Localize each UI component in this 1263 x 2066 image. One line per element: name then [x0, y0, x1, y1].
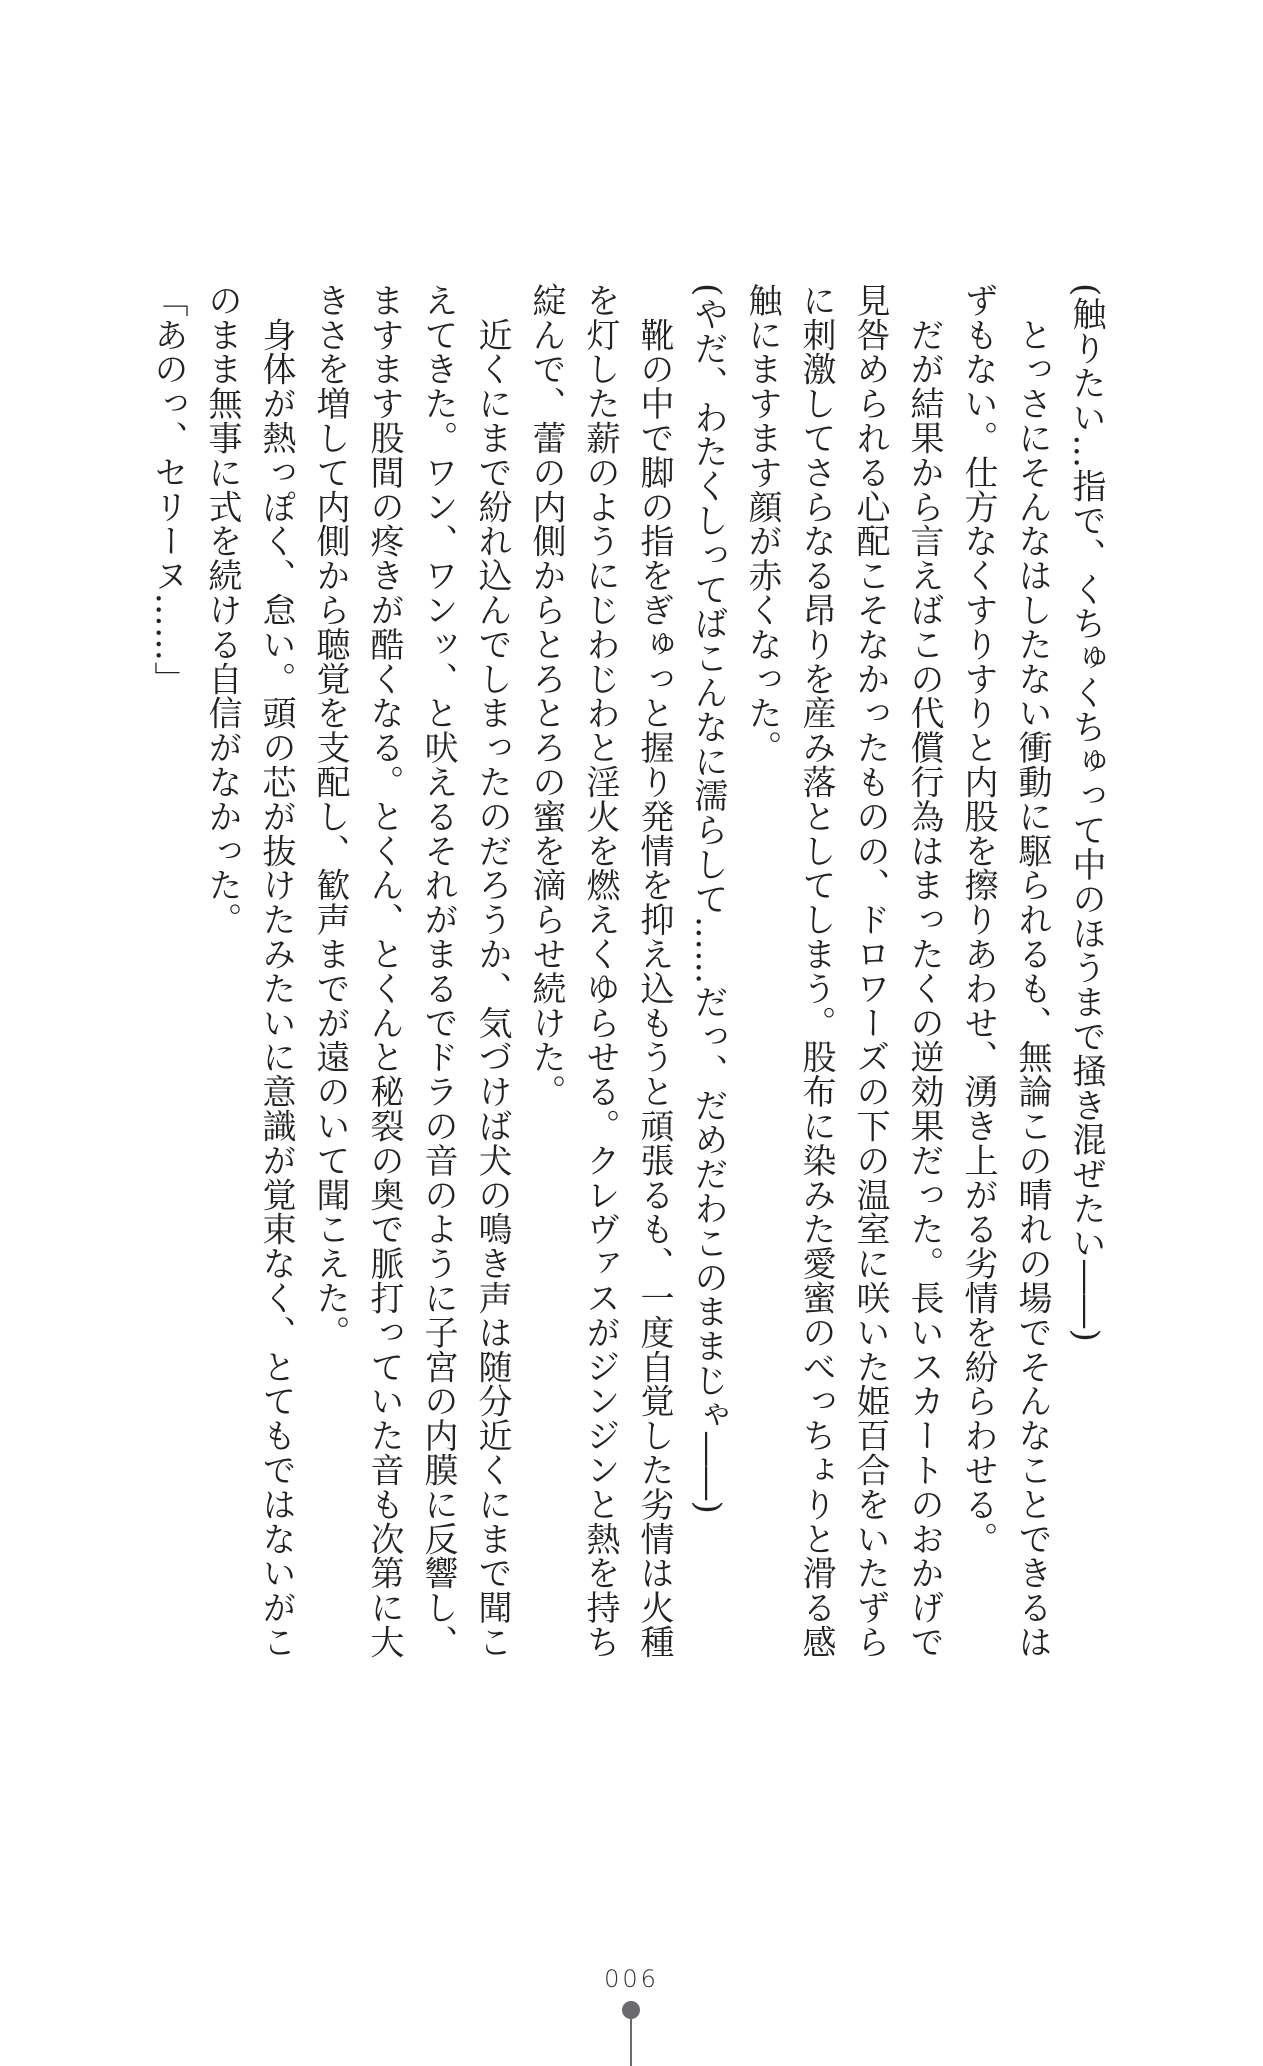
text-line: 靴の中で脚の指をぎゅっと握り発情を抑え込もうと頑張るも、一度自覚した劣情は火種 — [634, 283, 674, 1659]
text-line: ますます股間の疼きが酷くなる。とくん、とくんと秘裂の奥で脈打っていた音も次第に大 — [364, 283, 404, 1659]
text-line: 触にますます顔が赤くなった。 — [742, 283, 782, 765]
page-marker-dot-icon — [622, 2001, 640, 2019]
text-line: (やだ、わたくしってばこんなに濡らして……だっ、だめだわこのままじゃ――) — [688, 283, 728, 1515]
page-number: 006 — [604, 1965, 659, 1993]
text-line: だが結果から言えばこの代償行為はまったくの逆効果だった。長いスカートのおかげで — [904, 283, 944, 1659]
text-line: (触りたい…指で、くちゅくちゅって中のほうまで掻き混ぜたい――) — [1066, 283, 1106, 1343]
text-line: 近くにまで紛れ込んでしまったのだろうか、気づけば犬の鳴き声は随分近くにまで聞こ — [472, 283, 512, 1659]
text-line: に刺激してさらなる昂りを産み落としてしまう。股布に染みた愛蜜のべっちょりと滑る感 — [796, 283, 836, 1659]
text-line: えてきた。ワン、ワンッ、と吠えるそれがまるでドラの音のように子宮の内膜に反響し、 — [418, 283, 458, 1659]
text-line: 「あのっ、セリーヌ……」 — [148, 283, 188, 696]
text-line: とっさにそんなはしたない衝動に駆られるも、無論この晴れの場でそんなことできるは — [1012, 283, 1052, 1659]
text-line: きさを増して内側から聴覚を支配し、歓声までが遠のいて聞こえた。 — [310, 283, 350, 1350]
text-line: 綻んで、蕾の内側からとろとろの蜜を滴らせ続けた。 — [526, 283, 566, 1109]
text-line: ずもない。仕方なくすりすりと内股を擦りあわせ、湧き上がる劣情を紛らわせる。 — [958, 283, 998, 1556]
text-line: 身体が熱っぽく、怠い。頭の芯が抜けたみたいに意識が覚束なく、とてもではないがこ — [256, 283, 296, 1659]
text-line: を灯した薪のようにじわじわと淫火を燃えくゆらせる。クレヴァスがジンジンと熱を持ち — [580, 283, 620, 1659]
page-marker-line — [630, 2018, 632, 2066]
body-text — [141, 283, 1113, 1683]
text-line: 見咎められる心配こそなかったものの、ドロワーズの下の温室に咲いた姫百合をいたずら — [850, 283, 890, 1659]
text-line: のまま無事に式を続ける自信がなかった。 — [202, 283, 242, 937]
